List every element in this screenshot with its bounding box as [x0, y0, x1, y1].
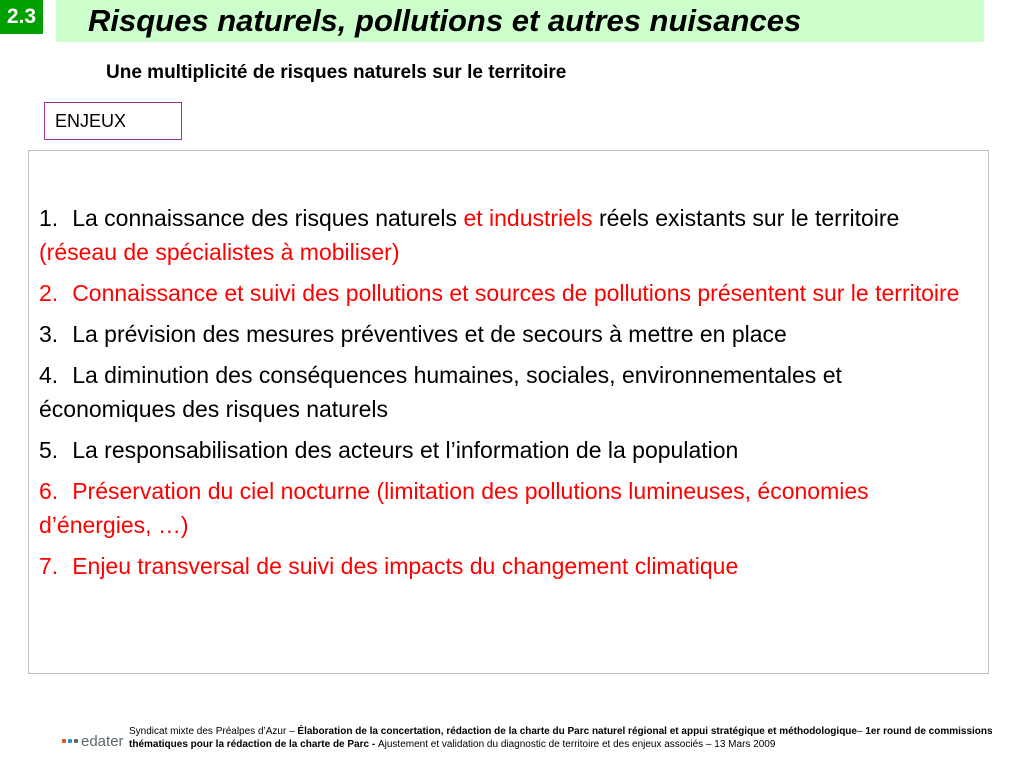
- list-item-number: 5.: [39, 437, 59, 463]
- enjeux-list: [28, 150, 989, 674]
- list-item-text: La prévision des mesures préventives et de secours à mettre en place: [72, 321, 787, 347]
- footer-meeting: 1er round de commissions thématiques pour la rédaction de la charte de Parc -: [129, 726, 993, 750]
- list-item-7: [39, 549, 976, 583]
- list-item-text: Connaissance et suivi des pollutions et sources de pollutions présentent sur le territoire: [72, 280, 960, 306]
- footer-details: Ajustement et validation du diagnostic de territoire et des enjeux associés – 13 Mars 2009: [377, 739, 776, 750]
- footer-separator: –: [856, 726, 866, 737]
- section-number-badge: 2.3: [0, 0, 43, 34]
- edater-logo: [62, 730, 124, 752]
- list-item-number: 3.: [39, 321, 59, 347]
- list-item-2: [39, 276, 976, 310]
- list-item-3: [39, 317, 976, 351]
- list-item-highlight: (réseau de spécialistes à mobiliser): [39, 239, 400, 265]
- list-item-number: 7.: [39, 553, 59, 579]
- enjeux-label-box: [44, 102, 182, 140]
- list-item-text: Enjeu transversal de suivi des impacts du changement climatique: [72, 553, 739, 579]
- list-item-text: réels existants sur le territoire: [592, 205, 900, 231]
- footer-mission: Élaboration de la concertation, rédaction de la charte du Parc naturel régional et appui stratégique et méthodologique: [297, 726, 857, 737]
- list-item-text: La diminution des conséquences humaines, sociales, environnementales et économiques des risques naturels: [39, 362, 842, 422]
- title-bar: [56, 0, 984, 42]
- list-item-1: [39, 201, 976, 269]
- list-item-5: [39, 433, 976, 467]
- list-item-text: La responsabilisation des acteurs et l’information de la population: [72, 437, 739, 463]
- list-item-number: 4.: [39, 362, 59, 388]
- list-item-4: [39, 358, 976, 426]
- page-title: Risques naturels, pollutions et autres nuisances: [88, 3, 802, 38]
- footer-organization: Syndicat mixte des Préalpes d’Azur –: [129, 726, 298, 737]
- logo-text: edater: [81, 732, 124, 750]
- list-item-number: 1.: [39, 205, 59, 231]
- list-item-highlight: et industriels: [463, 205, 593, 231]
- footer-text: [129, 725, 1001, 751]
- page-subtitle: Une multiplicité de risques naturels sur le territoire: [106, 62, 567, 83]
- list-item-number: 6.: [39, 478, 59, 504]
- edater-dots-icon: [62, 739, 78, 743]
- list-item-number: 2.: [39, 280, 59, 306]
- list-item-text: La connaissance des risques naturels: [72, 205, 464, 231]
- enjeux-label: ENJEUX: [55, 110, 127, 131]
- list-item-6: [39, 474, 976, 542]
- list-item-text: Préservation du ciel nocturne (limitation des pollutions lumineuses, économies d’énergies, …): [39, 478, 869, 538]
